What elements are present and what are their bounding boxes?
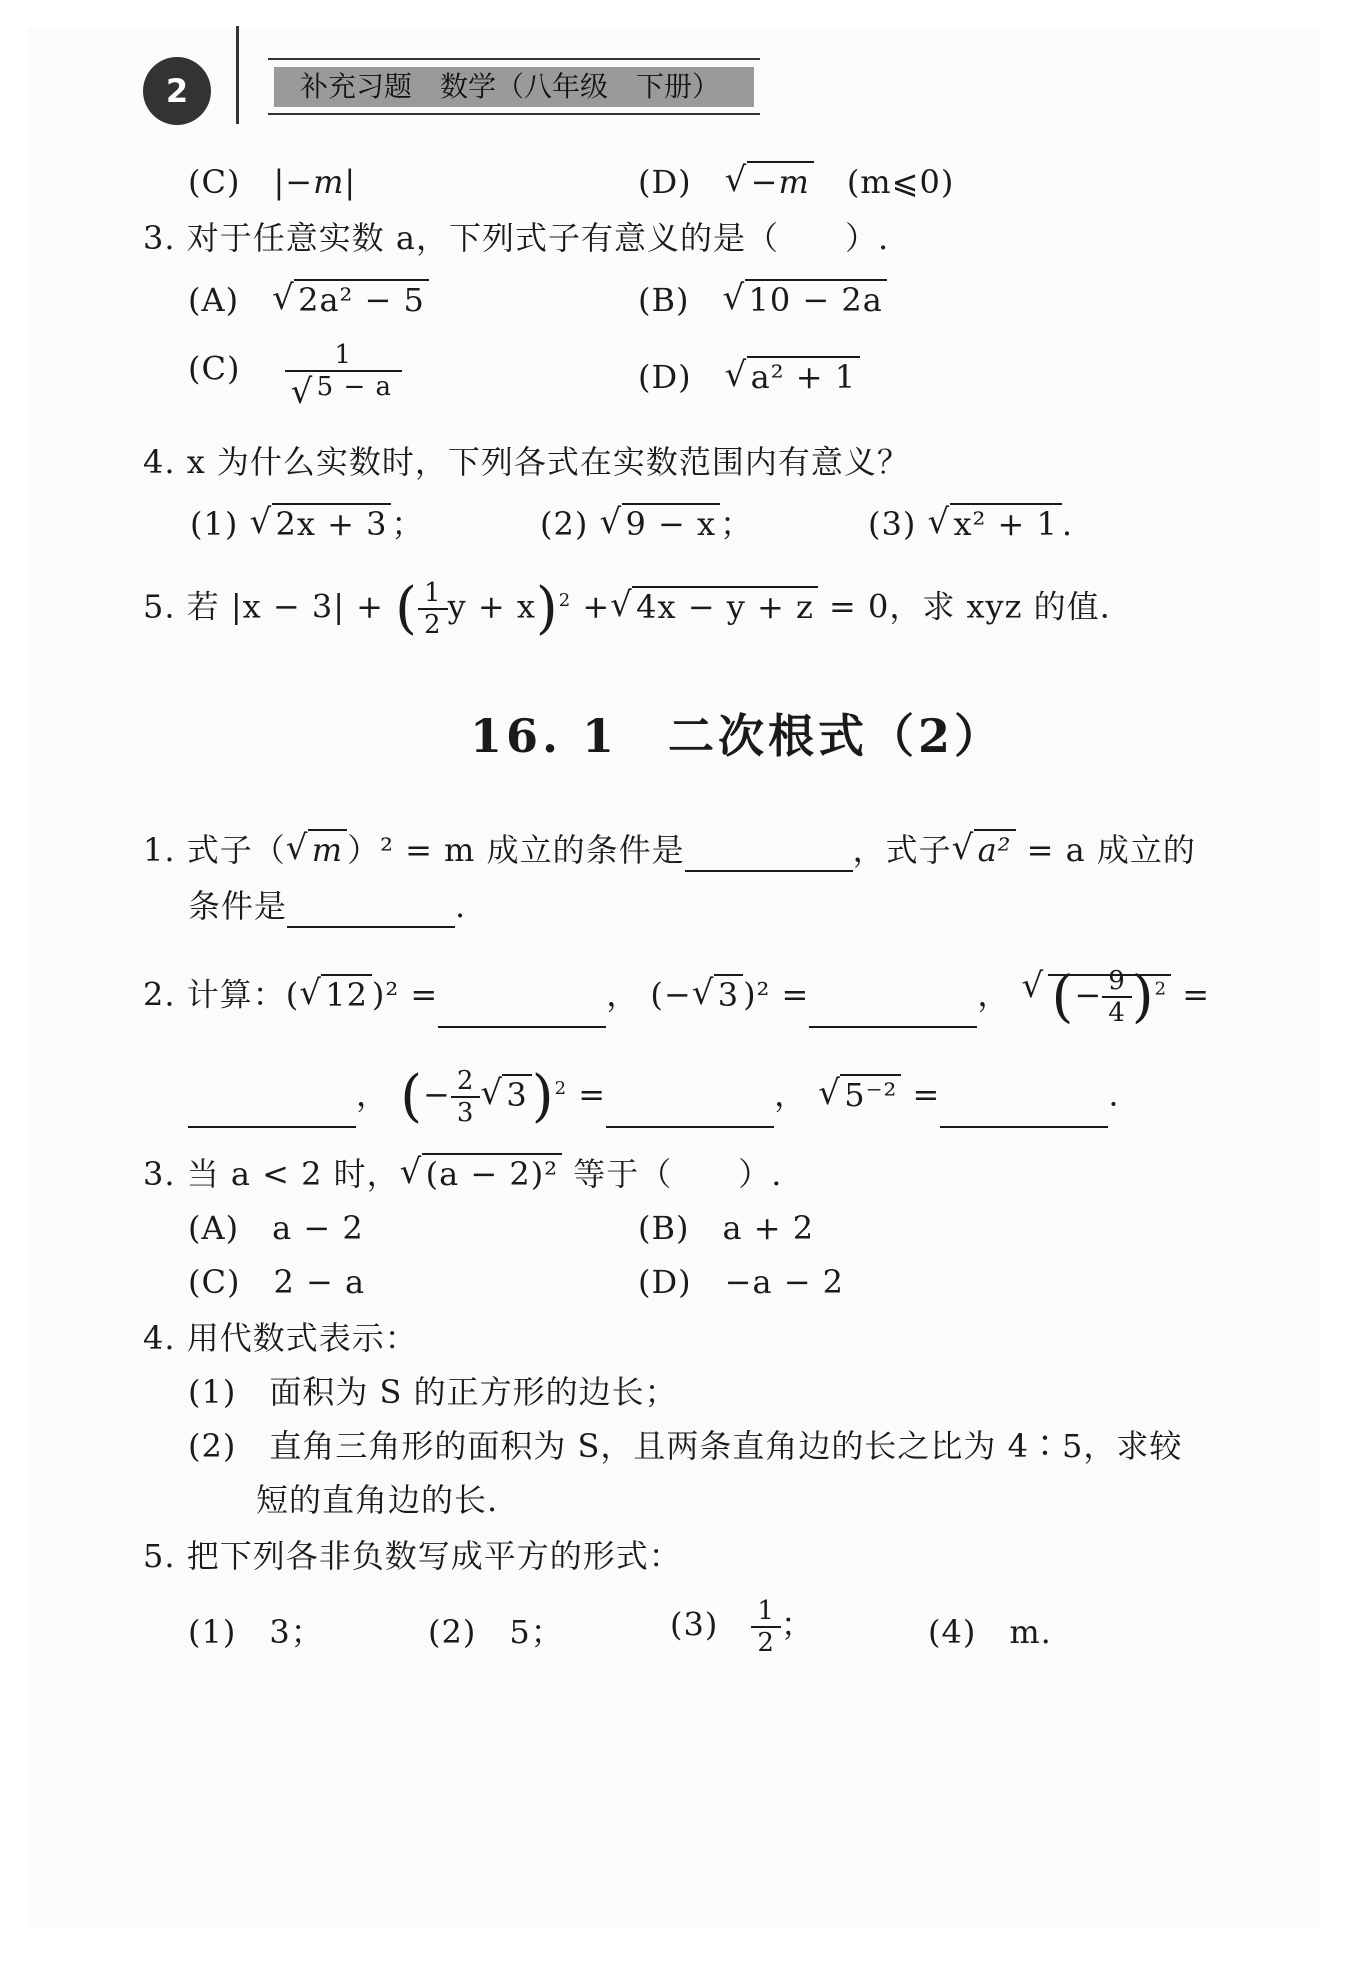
s3-option-d: (D) −a − 2 — [638, 1263, 845, 1301]
s5-question: 5. 把下列各非负数写成平方的形式： — [143, 1537, 682, 1575]
s3-option-a: (A) a − 2 — [188, 1209, 364, 1247]
prev-q3-option-c: (C) 1 √ 5 − a — [188, 340, 402, 402]
prev-q2-option-c: (C) |−m| — [188, 163, 357, 201]
s2-blank-1[interactable] — [438, 994, 606, 1028]
s2-line2: ， (− $\frac{2}{3}$ √ 3)$^2$ = ， √ 5⁻² = . — [188, 1066, 1119, 1128]
s5-part-2: (2) 5； — [428, 1613, 564, 1651]
prev-q4-part-2: (2) √ 9 − x ； — [540, 502, 753, 546]
header-divider — [236, 26, 239, 124]
prev-q4-part-1: (1) √ 2x + 3 ； — [190, 502, 424, 546]
s2-blank-2[interactable] — [809, 994, 977, 1028]
prev-q3-option-b: (B) √ 10 − 2a — [638, 278, 887, 322]
s3-option-c: (C) 2 − a — [188, 1263, 366, 1301]
s1-line2: 条件是 . — [188, 884, 466, 928]
s5-part-3: (3) $\frac{1}{2}$ ； — [670, 1596, 814, 1658]
s1-blank-2[interactable] — [287, 894, 455, 928]
prev-q4: 4. x 为什么实数时，下列各式在实数范围内有意义？ — [143, 443, 910, 481]
s3-option-b: (B) a + 2 — [638, 1209, 815, 1247]
s2-blank-3[interactable] — [188, 1094, 356, 1128]
s5-part-4: (4) m. — [928, 1613, 1052, 1651]
prev-q2-option-d: (D) √ −m (m⩽0) — [638, 160, 954, 204]
s2-question: 2. 计算：(√ 12 )² = ， (−√ 3 )² = ， √ (− $\frac{9}{4}$ )$^2$ = — [143, 966, 1210, 1028]
page-number-badge: 2 — [143, 57, 211, 125]
s4-part-2-cont: 短的直角边的长. — [256, 1481, 499, 1519]
s1-question: 1. 式子（√ m ）² = m 成立的条件是 ，式子√ a² = a 成立的 — [143, 828, 1196, 872]
s2-blank-5[interactable] — [940, 1094, 1108, 1128]
prev-q3-option-d: (D) √ a² + 1 — [638, 355, 860, 399]
header-rule-bottom — [268, 113, 760, 115]
s4-question: 4. 用代数式表示： — [143, 1319, 418, 1357]
s5-part-1: (1) 3； — [188, 1613, 324, 1651]
prev-q3: 3. 对于任意实数 a，下列式子有意义的是（ ）. — [143, 219, 890, 257]
section-title: 16. 1 二次根式（2） — [470, 709, 1005, 763]
s4-part-1: (1) 面积为 S 的正方形的边长； — [188, 1373, 678, 1411]
s4-part-2: (2) 直角三角形的面积为 S，且两条直角边的长之比为 4∶5，求较 — [188, 1427, 1183, 1465]
prev-q3-option-a: (A) √ 2a² − 5 — [188, 278, 429, 322]
s1-blank-1[interactable] — [685, 838, 853, 872]
header-rule-top — [268, 58, 760, 60]
s2-blank-4[interactable] — [606, 1094, 774, 1128]
s3-question: 3. 当 a < 2 时，√ (a − 2)² 等于（ ）. — [143, 1152, 782, 1196]
header-title: 补充习题 数学（八年级 下册） — [274, 67, 754, 107]
prev-q4-part-3: (3) √ x² + 1 . — [868, 502, 1073, 546]
prev-q5: 5. 若 |x − 3| + ( $\frac{1}{2}$ y + x)$^2$ +√ 4x − y + z = 0，求 xyz 的值. — [143, 578, 1111, 640]
